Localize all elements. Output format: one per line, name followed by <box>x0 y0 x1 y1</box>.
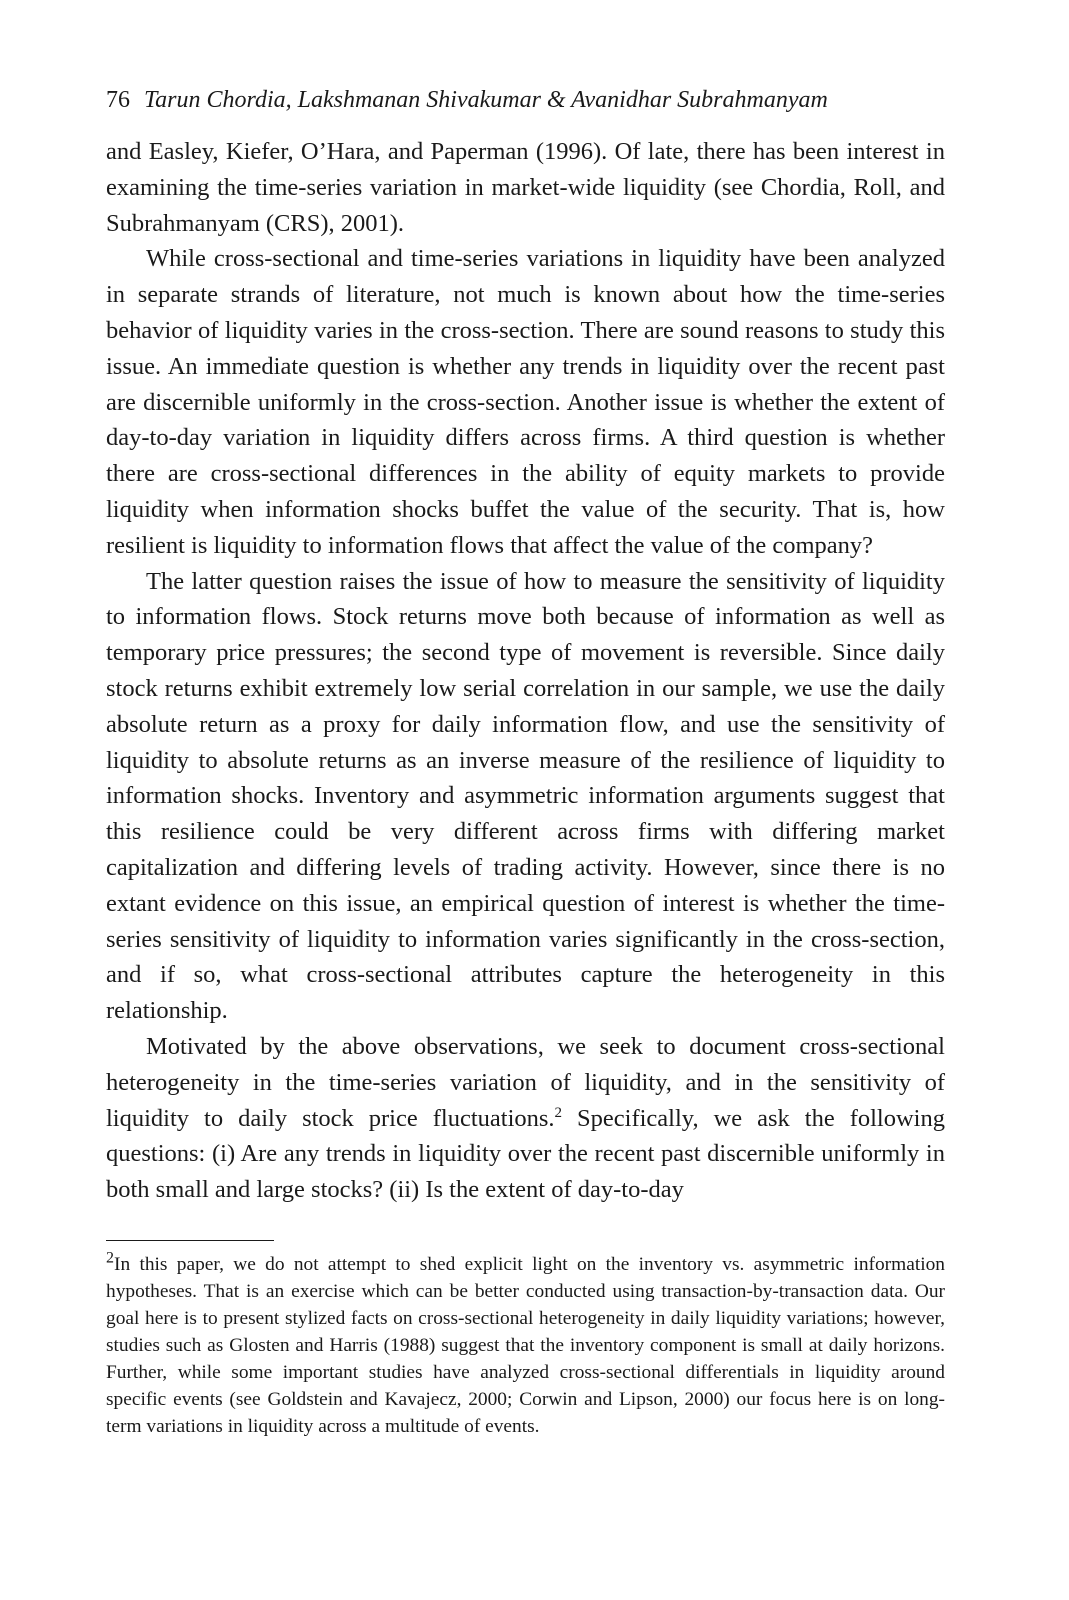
footnote-marker: 2 <box>106 1249 114 1267</box>
footnote-text: In this paper, we do not attempt to shed explicit light on the inventory vs. asymmetric information hypotheses. That is an exercise which can be better conducted using transaction-by-transaction data. Our goal here is to present stylized facts on cross-sectional heterogeneity in daily liquidity variations; however, studies such as Glosten and Harris (1988) suggest that the inventory component is small at daily horizons. Further, while some important studies have analyzed cross-sectional differentials in liquidity around specific events (see Goldstein and Kavajecz, 2000; Corwin and Lipson, 2000) our focus here is on long-term variations in liquidity across a multitude of events. <box>106 1253 945 1438</box>
page <box>106 84 945 1441</box>
running-head-authors: Tarun Chordia, Lakshmanan Shivakumar & Avanidhar Subrahmanyam <box>144 87 828 113</box>
paragraph-2: While cross-sectional and time-series variations in liquidity have been analyzed in separate strands of literature, not much is known about how the time-series behavior of liquidity varies in the cross-section. There are sound reasons to study this issue. An immediate question is whether any trends in liquidity over the recent past are discernible uniformly in the cross-section. Another issue is whether the extent of day-to-day variation in liquidity differs across firms. A third question is whether there are cross-sectional differences in the ability of equity markets to provide liquidity when information shocks buffet the value of the security. That is, how resilient is liquidity to information flows that affect the value of the company? <box>106 245 945 559</box>
paragraph-1: and Easley, Kiefer, O’Hara, and Paperman (1996). Of late, there has been interest in examining the time-series variation in market-wide liquidity (see Chordia, Roll, and Subrahmanyam (CRS), 2001). <box>106 138 945 237</box>
paragraph-4 <box>106 1029 945 1208</box>
page-number: 76 <box>106 87 130 113</box>
running-head <box>106 84 945 116</box>
paragraph-4-text-start: Motivated by the above observations, we seek to document cross-sectional heterogeneity in the time-series variation of liquidity, and in the sensitivity of liquidity to daily stock price fluctuations. <box>106 1032 945 1132</box>
footnote-divider <box>106 1240 274 1241</box>
footnote-reference[interactable]: 2 <box>554 1104 563 1121</box>
body-text <box>106 134 945 1208</box>
paragraph-3: The latter question raises the issue of how to measure the sensitivity of liquidity to information flows. Stock returns move both because of information as well as temporary price pressures; the second type of movement is reversible. Since daily stock returns exhibit extremely low serial correlation in our sample, we use the daily absolute return as a proxy for daily information flow, and use the sensitivity of liquidity to absolute returns as an inverse measure of the resilience of liquidity to information shocks. Inventory and asymmetric information arguments suggest that this resilience could be very different across firms with differing market capitalization and differing levels of trading activity. However, since there is no extant evidence on this issue, an empirical question of interest is whether the time-series sensitivity of liquidity to information varies significantly in the cross-section, and if so, what cross-sectional attributes capture the heterogeneity in this relationship. <box>106 567 945 1025</box>
paragraph-4-text-end: Specifically, we ask the following questions: (i) Are any trends in liquidity over the recent past discernible uniformly in both small and large stocks? (ii) Is the extent of day-to-day <box>106 1104 945 1204</box>
footnote <box>106 1251 945 1441</box>
